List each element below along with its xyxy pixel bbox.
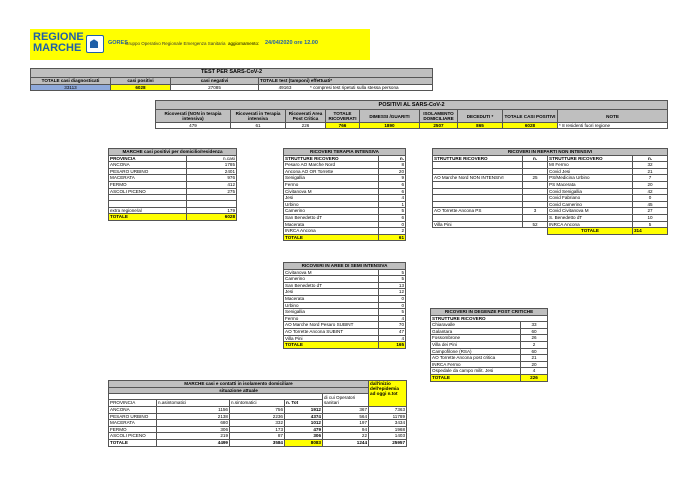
province-total-value: 6028 xyxy=(187,214,237,221)
si-row xyxy=(284,315,406,322)
ti-row-value: 5 xyxy=(379,208,406,215)
ni-row xyxy=(433,181,668,188)
province-row-value: 412 xyxy=(187,181,237,188)
si-row-value: 4 xyxy=(379,315,406,322)
province-row-label: extra regione/al xyxy=(109,207,187,214)
iso-row-cell-5: 1968 xyxy=(369,426,407,433)
iso-row xyxy=(109,420,407,427)
test-header-total: TOTALE test (tamponi) effettuati* xyxy=(259,78,433,85)
ni-row-structure-1 xyxy=(433,188,523,195)
ni-row-count-1 xyxy=(523,162,548,169)
ni-row-structure-2: S. Benedetto dT xyxy=(548,214,633,221)
test-header-negative: casi negativi xyxy=(171,78,259,85)
pc-row-value: 4 xyxy=(521,368,548,375)
iso-row-cell-3: 1012 xyxy=(285,420,323,427)
ti-row-value: 8 xyxy=(379,162,406,169)
ni-row-structure-2: Covid Camerino xyxy=(548,201,633,208)
pc-title: RICOVERI IN DEGENZE POST CRITICHE xyxy=(431,309,548,316)
province-total-label: TOTALE xyxy=(109,214,187,221)
ti-table xyxy=(283,148,406,241)
si-row xyxy=(284,335,406,342)
iso-row-cell-4: 564 xyxy=(323,413,369,420)
iso-row-cell-2: 2236 xyxy=(230,413,285,420)
ti-row-label: Pesaro AO Marche Nord xyxy=(284,162,379,169)
gores-label: GORES xyxy=(108,40,128,46)
iso-row-cell-1: 2138 xyxy=(157,413,230,420)
ti-row-value: 2 xyxy=(379,228,406,235)
ti-row xyxy=(284,188,406,195)
iso-row-cell-5: 11789 xyxy=(369,413,407,420)
ti-row-value: 6 xyxy=(379,214,406,221)
ni-row-count-2: 42 xyxy=(633,188,668,195)
ti-total-label: TOTALE xyxy=(284,234,379,241)
test-header-positive: casi positivi xyxy=(111,78,171,85)
iso-title: MARCHE casi e contatti in isolamento domiciliare xyxy=(109,381,369,388)
province-row-label: MACERATA xyxy=(109,175,187,182)
ti-header-structure: STRUTTURE RICOVERO xyxy=(284,155,379,162)
iso-row-cell-5: 7363 xyxy=(369,406,407,413)
ti-row-label: Jesi xyxy=(284,195,379,202)
si-row-value: 12 xyxy=(379,289,406,296)
iso-row-cell-3: 4374 xyxy=(285,413,323,420)
si-row-label: Villa Pini xyxy=(284,335,379,342)
province-row-label: FERMO xyxy=(109,181,187,188)
province-row-label: PESARO URBINO xyxy=(109,168,187,175)
test-title: TEST PER SARS-CoV-2 xyxy=(31,69,433,78)
ni-row-structure-2: Covid Senigallia xyxy=(548,188,633,195)
positivi-value-4: 1890 xyxy=(360,123,420,129)
ti-row-value: 0 xyxy=(379,221,406,228)
iso-row-cell-0: ASCOLI PICENO xyxy=(109,433,157,440)
ni-row xyxy=(433,221,668,228)
positivi-header-0: Ricoverati (NON in terapia intensiva) xyxy=(156,110,231,123)
province-row xyxy=(109,188,237,195)
pc-row-label: Villa dei Pini xyxy=(431,341,521,348)
iso-row-cell-5: 3434 xyxy=(369,420,407,427)
si-row xyxy=(284,328,406,335)
iso-row-cell-2: 756 xyxy=(230,406,285,413)
iso-row-cell-4: 94 xyxy=(323,426,369,433)
regione-emblem-icon xyxy=(86,35,104,53)
ni-row xyxy=(433,188,668,195)
positivi-value-5: 2507 xyxy=(420,123,458,129)
si-total-label: TOTALE xyxy=(284,342,379,349)
si-table xyxy=(283,262,406,349)
si-row-label: Fermo xyxy=(284,315,379,322)
si-row-value: 0 xyxy=(379,302,406,309)
ti-row xyxy=(284,162,406,169)
ni-row-structure-1 xyxy=(433,195,523,202)
si-row-label: Camerino xyxy=(284,276,379,283)
iso-row-cell-3: 1912 xyxy=(285,406,323,413)
pc-row-value: 21 xyxy=(521,355,548,362)
si-row-label: Urbino xyxy=(284,302,379,309)
si-row-value: 4 xyxy=(379,335,406,342)
province-row-value: 976 xyxy=(187,175,237,182)
ni-row-structure-1: Villa Pini xyxy=(433,221,523,228)
province-row xyxy=(109,207,237,214)
gores-desc: Gruppo Operativo Regionale Emergenza Sanitaria xyxy=(125,40,226,46)
logo-line2: MARCHE xyxy=(33,42,82,54)
update-value: 24/04/2020 ore 12.00 xyxy=(265,40,318,46)
ni-row-structure-2: MI Fermo xyxy=(548,162,633,169)
iso-row-cell-1: 680 xyxy=(157,420,230,427)
iso-contacts-header: dall'inizio dell'epidemia ad oggi n.tot xyxy=(369,381,407,407)
ni-row-count-1 xyxy=(523,214,548,221)
ti-row xyxy=(284,208,406,215)
iso-total-cell-1: 4499 xyxy=(157,439,230,446)
iso-row-cell-1: 306 xyxy=(157,426,230,433)
province-row-value: 1785 xyxy=(187,162,237,169)
ti-row xyxy=(284,175,406,182)
ni-row-count-1 xyxy=(523,195,548,202)
iso-header-province: PROVINCIA xyxy=(109,400,157,407)
iso-header-total: n. Tot xyxy=(285,400,323,407)
si-row-label: Jesi xyxy=(284,289,379,296)
province-row xyxy=(109,162,237,169)
ni-row-structure-2: Covid Civitanova M xyxy=(548,208,633,215)
ti-title: RICOVERI TERAPIA INTENSIVA xyxy=(284,149,406,156)
si-row-label: AO Torrette Ancona SUBINT xyxy=(284,328,379,335)
ni-header-structure-2: STRUTTURE RICOVERO xyxy=(548,155,633,162)
iso-total-cell-5: 25957 xyxy=(369,439,407,446)
si-row xyxy=(284,322,406,329)
iso-total-cell-4: 1244 xyxy=(323,439,369,446)
ti-row-label: Fermo xyxy=(284,181,379,188)
ni-row-count-1 xyxy=(523,201,548,208)
si-row xyxy=(284,302,406,309)
ni-row xyxy=(433,195,668,202)
ni-row-count-2: 5 xyxy=(633,221,668,228)
pc-row xyxy=(431,348,548,355)
iso-row-cell-0: MACERATA xyxy=(109,420,157,427)
province-row-value: 275 xyxy=(187,188,237,195)
si-row xyxy=(284,282,406,289)
ni-row-structure-1 xyxy=(433,201,523,208)
province-header-count: n.casi xyxy=(187,155,237,162)
iso-total-row xyxy=(109,439,407,446)
ni-row-count-2: 7 xyxy=(633,175,668,182)
ni-row-structure-1 xyxy=(433,168,523,175)
si-row-label: Senigallia xyxy=(284,309,379,316)
ni-row-structure-2: PS/Medicina Urbino xyxy=(548,175,633,182)
ni-header-structure-1: STRUTTURE RICOVERO xyxy=(433,155,523,162)
pc-table xyxy=(430,308,548,382)
ni-row-structure-1 xyxy=(433,181,523,188)
ti-row-label: Urbino xyxy=(284,201,379,208)
iso-total-cell-2: 3584 xyxy=(230,439,285,446)
positivi-header-7: TOTALE CASI POSITIVI xyxy=(503,110,558,123)
iso-row-cell-3: 306 xyxy=(285,433,323,440)
province-header-name: PROVINCIA xyxy=(109,155,187,162)
ni-row-structure-2: INRCA Ancona xyxy=(548,221,633,228)
test-positive-value: 6028 xyxy=(111,84,171,91)
ni-row-count-2: 0 xyxy=(633,195,668,202)
ni-row-count-2: 21 xyxy=(633,168,668,175)
ti-row-label: Ancona AO OR Torrette xyxy=(284,168,379,175)
province-row xyxy=(109,181,237,188)
iso-row-cell-1: 1156 xyxy=(157,406,230,413)
positivi-value-3: 766 xyxy=(326,123,360,129)
pc-row xyxy=(431,341,548,348)
ni-total-value: 314 xyxy=(633,228,668,235)
ni-total-spacer xyxy=(433,228,523,235)
si-title: RICOVERI IN AREE DI SEMI INTENSIVA xyxy=(284,263,406,270)
positivi-header-6: DECEDUTI * xyxy=(458,110,503,123)
pc-row-value: 2 xyxy=(521,341,548,348)
si-row-value: 5 xyxy=(379,309,406,316)
iso-row-cell-4: 367 xyxy=(323,406,369,413)
ti-row xyxy=(284,214,406,221)
ti-row-label: INRCA Ancona xyxy=(284,228,379,235)
ni-row-count-1: 3 xyxy=(523,208,548,215)
positivi-table xyxy=(155,100,668,129)
pc-row xyxy=(431,322,548,329)
positivi-values-row xyxy=(156,123,668,129)
si-total-value: 165 xyxy=(379,342,406,349)
ti-row xyxy=(284,228,406,235)
ni-row-count-1 xyxy=(523,168,548,175)
ti-header-count: n. xyxy=(379,155,406,162)
ti-row xyxy=(284,181,406,188)
pc-row xyxy=(431,335,548,342)
iso-row-cell-0: PESARO URBINO xyxy=(109,413,157,420)
iso-table xyxy=(108,380,407,447)
province-row-label: ASCOLI PICENO xyxy=(109,188,187,195)
ni-title: RICOVERI IN REPARTI NON INTENSIVI xyxy=(433,149,668,156)
ni-row-count-1 xyxy=(523,188,548,195)
ni-header-count-1: n. xyxy=(523,155,548,162)
iso-row xyxy=(109,413,407,420)
positivi-value-6: 865 xyxy=(458,123,503,129)
iso-row-cell-2: 87 xyxy=(230,433,285,440)
province-row-label: ANCONA xyxy=(109,162,187,169)
ni-row-count-1: 52 xyxy=(523,221,548,228)
ni-row-structure-1: AO Marche Nord NON INTENSIVI xyxy=(433,175,523,182)
ni-table xyxy=(432,148,668,235)
ni-row xyxy=(433,201,668,208)
ni-row-count-1: 25 xyxy=(523,175,548,182)
si-row xyxy=(284,289,406,296)
pc-row xyxy=(431,368,548,375)
test-note: * compresi test ripetuti sulla stessa persona xyxy=(310,84,399,90)
si-row-label: Macerata xyxy=(284,295,379,302)
si-row xyxy=(284,269,406,276)
iso-total-cell-0: TOTALE xyxy=(109,439,157,446)
ti-total-value: 61 xyxy=(379,234,406,241)
pc-row xyxy=(431,328,548,335)
iso-total-cell-3: 8083 xyxy=(285,439,323,446)
pc-header-structure: STRUTTURE RICOVERO xyxy=(431,315,548,322)
si-row-value: 13 xyxy=(379,282,406,289)
ni-row-count-2: 10 xyxy=(633,214,668,221)
test-total-value: 49163 xyxy=(278,84,292,90)
pc-row-label: AO Torrette Ancona post critica xyxy=(431,355,521,362)
ni-row-count-2: 20 xyxy=(633,181,668,188)
pc-row-label: Chiaravalle xyxy=(431,322,521,329)
update-label: aggiornamento: xyxy=(228,40,260,46)
positivi-header-5: ISOLAMENTO DOMICILIARE xyxy=(420,110,458,123)
province-title: MARCHE casi positivi per domicilio/residenza xyxy=(109,149,237,156)
positivi-value-1: 61 xyxy=(231,123,286,129)
ni-row-structure-2: PS Macerata xyxy=(548,181,633,188)
ti-row-label: Macerata xyxy=(284,221,379,228)
si-row-label: San Benedetto dT xyxy=(284,282,379,289)
iso-header-asymptomatic: n.asintomatici xyxy=(157,400,230,407)
ti-row xyxy=(284,168,406,175)
positivi-title: POSITIVI AL SARS-CoV-2 xyxy=(156,101,668,110)
positivi-value-7: 6028 xyxy=(503,123,558,129)
si-row xyxy=(284,276,406,283)
ti-row xyxy=(284,195,406,202)
pc-row-label: INRCA Fermo xyxy=(431,361,521,368)
test-total-cell xyxy=(259,84,433,91)
test-table xyxy=(30,68,433,91)
province-row-value: 2401 xyxy=(187,168,237,175)
ni-row-count-2: 32 xyxy=(633,162,668,169)
test-header-diagnosed: TOTALE casi diagnosticati xyxy=(31,78,111,85)
ti-row-value: 20 xyxy=(379,168,406,175)
ni-row-structure-1 xyxy=(433,162,523,169)
province-row xyxy=(109,175,237,182)
ni-total-spacer-2 xyxy=(523,228,548,235)
test-negative-value: 27085 xyxy=(171,84,259,91)
logo-line1: REGIONE xyxy=(33,31,84,43)
iso-row-cell-3: 479 xyxy=(285,426,323,433)
pc-row-value: 20 xyxy=(521,361,548,368)
ti-row-label: Civitanova M xyxy=(284,188,379,195)
si-row-value: 47 xyxy=(379,328,406,335)
si-row-value: 70 xyxy=(379,322,406,329)
ti-row-value: 9 xyxy=(379,175,406,182)
iso-row-cell-1: 219 xyxy=(157,433,230,440)
si-row-label: Civitanova M xyxy=(284,269,379,276)
positivi-header-2: Ricoverati Area Post Critica xyxy=(286,110,326,123)
iso-row xyxy=(109,433,407,440)
si-row xyxy=(284,295,406,302)
positivi-header-4: DIMESSI /GUARITI xyxy=(360,110,420,123)
iso-row-cell-0: FERMO xyxy=(109,426,157,433)
pc-total-label: TOTALE xyxy=(431,374,521,381)
pc-row-value: 26 xyxy=(521,335,548,342)
ni-row xyxy=(433,168,668,175)
iso-row-cell-4: 22 xyxy=(323,433,369,440)
province-row-value: 179 xyxy=(187,207,237,214)
ni-row xyxy=(433,175,668,182)
ni-row xyxy=(433,208,668,215)
ni-row-count-1 xyxy=(523,181,548,188)
iso-row-cell-0: ANCONA xyxy=(109,406,157,413)
pc-row-label: Fossombrone xyxy=(431,335,521,342)
pc-row-value: 60 xyxy=(521,348,548,355)
ni-row-structure-1: AO Torrette Ancona PS xyxy=(433,208,523,215)
ni-row-structure-2: Covid Jesi xyxy=(548,168,633,175)
positivi-header-row xyxy=(156,110,668,123)
test-diagnosed-value: 33113 xyxy=(31,84,111,91)
iso-row xyxy=(109,426,407,433)
ti-row-value: 1 xyxy=(379,201,406,208)
iso-subtitle: situazione attuale xyxy=(109,387,369,394)
si-row-label: AO Marche Nord Pesaro SUBINT xyxy=(284,322,379,329)
positivi-value-8: * 8 residenti fuori regione xyxy=(558,123,668,129)
province-row xyxy=(109,168,237,175)
ni-row xyxy=(433,162,668,169)
si-row xyxy=(284,309,406,316)
positivi-header-1: Ricoverati in Terapia intensiva xyxy=(231,110,286,123)
ni-header-count-2: n. xyxy=(633,155,668,162)
pc-row-label: Campofilone (RSA) xyxy=(431,348,521,355)
si-row-value: 0 xyxy=(379,295,406,302)
ti-row xyxy=(284,201,406,208)
pc-row-label: Ospedale da campo milit. Jesi xyxy=(431,368,521,375)
iso-row-cell-5: 1403 xyxy=(369,433,407,440)
ni-row xyxy=(433,214,668,221)
pc-row-value: 60 xyxy=(521,328,548,335)
ti-row-label: Camerino xyxy=(284,208,379,215)
positivi-header-3: TOTALE RICOVERATI xyxy=(326,110,360,123)
ni-row-structure-1 xyxy=(433,214,523,221)
pc-total-value: 226 xyxy=(521,374,548,381)
si-row-value: 5 xyxy=(379,276,406,283)
ti-row-label: San Benedetto dT xyxy=(284,214,379,221)
ti-row-value: 4 xyxy=(379,195,406,202)
iso-row-cell-2: 173 xyxy=(230,426,285,433)
si-row-value: 5 xyxy=(379,269,406,276)
ti-row xyxy=(284,221,406,228)
positivi-value-0: 479 xyxy=(156,123,231,129)
ni-row-count-2: 45 xyxy=(633,201,668,208)
iso-header-symptomatic: n.sintomatici xyxy=(230,400,285,407)
ni-row-structure-2: Covid Fabriano xyxy=(548,195,633,202)
province-table xyxy=(108,148,237,221)
ti-row-value: 6 xyxy=(379,181,406,188)
pc-row xyxy=(431,355,548,362)
iso-row-cell-4: 197 xyxy=(323,420,369,427)
pc-row-label: Galantara xyxy=(431,328,521,335)
iso-row xyxy=(109,406,407,413)
positivi-header-8: NOTE xyxy=(558,110,668,123)
ni-total-label: TOTALE xyxy=(548,228,633,235)
ti-row-label: Senigallia xyxy=(284,175,379,182)
positivi-value-2: 226 xyxy=(286,123,326,129)
iso-operators-header: di cui Operatori sanitari xyxy=(323,394,369,407)
pc-row xyxy=(431,361,548,368)
pc-row-value: 33 xyxy=(521,322,548,329)
iso-row-cell-2: 332 xyxy=(230,420,285,427)
ni-row-count-2: 27 xyxy=(633,208,668,215)
ti-row-value: 6 xyxy=(379,188,406,195)
